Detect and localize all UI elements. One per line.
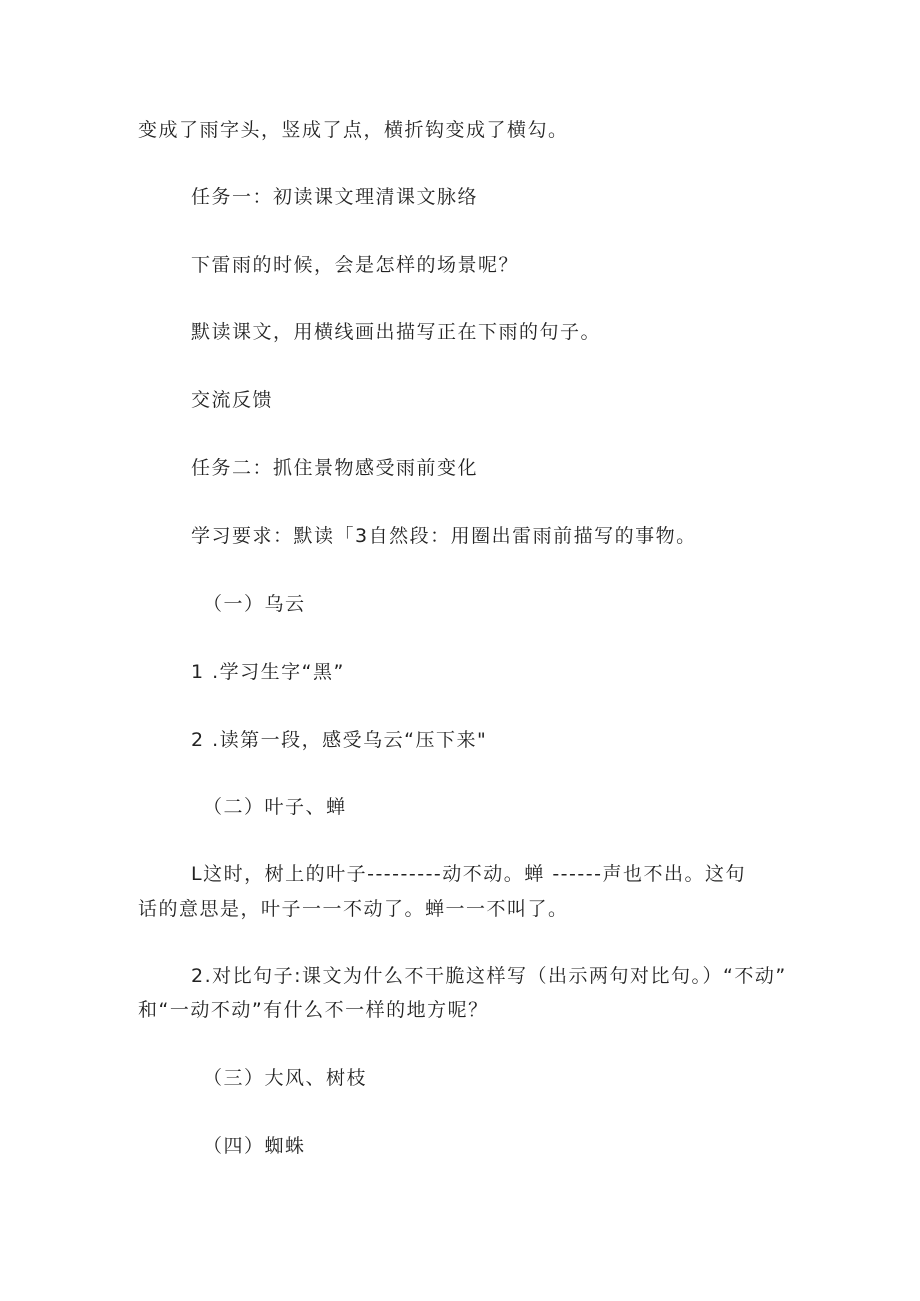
section-leaves-cicadas: （二）叶子、蝉	[203, 796, 347, 818]
learning-requirements: 学习要求：默读「3自然段：用圈出雷雨前描写的事物。	[191, 525, 697, 547]
task-one-heading: 任务一：初读课文理清课文脉络	[191, 186, 479, 208]
task-two-heading: 任务二：抓住景物感受雨前变化	[191, 457, 479, 479]
paragraph-leaves-sentence-line-2: 话的意思是，叶子一一不动了。蝉一一不叫了。	[138, 898, 569, 920]
item-learn-character-hei: 1 .学习生字“黑”	[191, 661, 345, 683]
paragraph-stroke-changes: 变成了雨字头，竖成了点，横折钩变成了横勾。	[138, 119, 569, 141]
paragraph-compare-sentences-line-1: 2.对比句子:课文为什么不干脆这样写（出示两句对比句。）“不动”	[191, 965, 787, 987]
section-wind-branches: （三）大风、树枝	[203, 1067, 368, 1089]
section-spider: （四）蜘蛛	[203, 1135, 306, 1157]
instruction-silent-reading: 默读课文，用横线画出描写正在下雨的句子。	[191, 321, 602, 343]
feedback-heading: 交流反馈	[191, 389, 274, 411]
paragraph-leaves-sentence-line-1: L这时，树上的叶子---------动不动。蝉 ------声也不出。这句	[191, 863, 746, 885]
question-thunderstorm-scene: 下雷雨的时候，会是怎样的场景呢？	[191, 254, 520, 276]
paragraph-compare-sentences-line-2: 和“一动不动”有什么不一样的地方呢？	[138, 999, 489, 1021]
section-dark-clouds: （一）乌云	[203, 593, 306, 615]
item-read-first-paragraph: 2 .读第一段，感受乌云“压下来"	[191, 729, 488, 751]
